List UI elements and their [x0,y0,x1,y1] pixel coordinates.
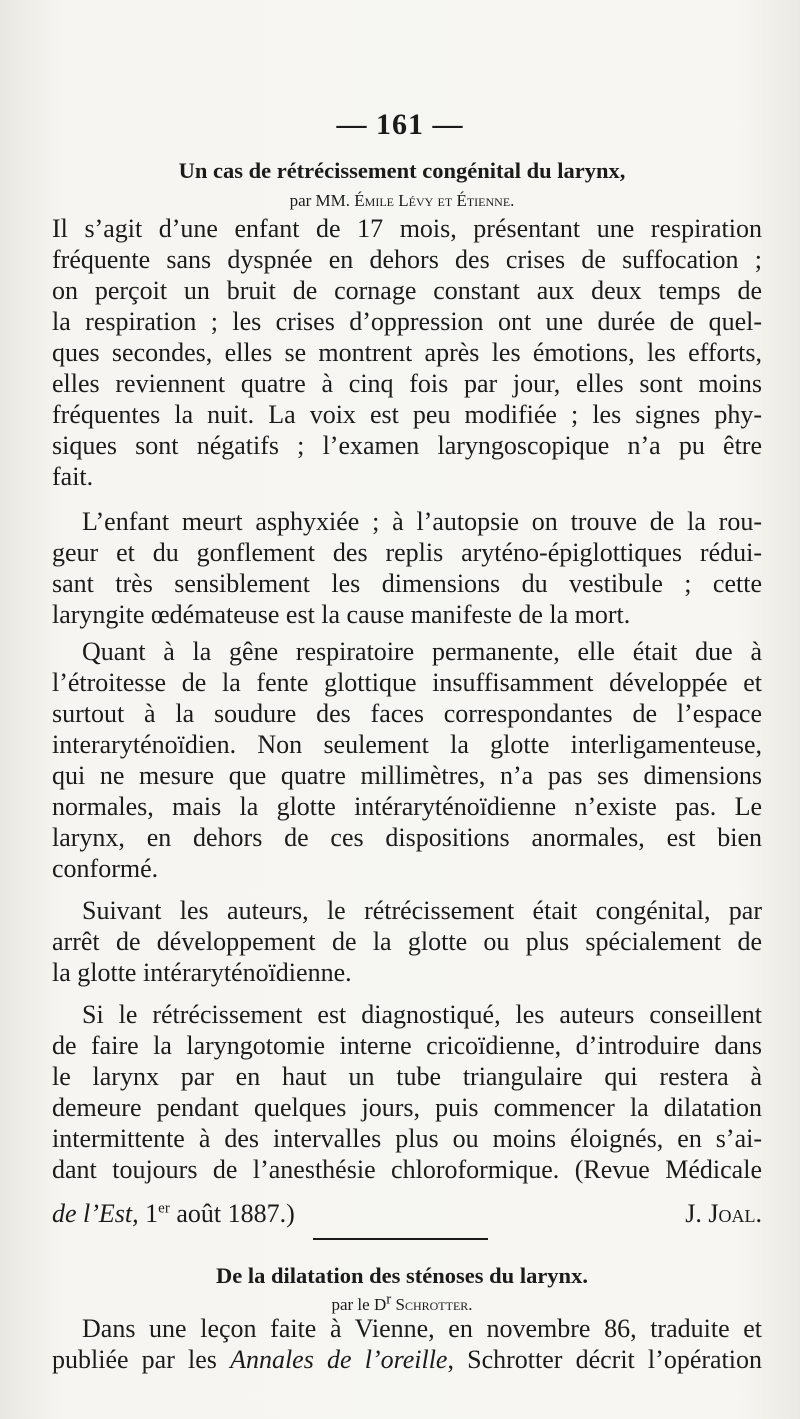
body-line: sant très sensiblement les dimensions du vestibule ; cette [52,569,762,598]
body-line: ques secondes, elles se montrent après les émotions, les efforts, [52,338,762,367]
section-divider [313,1238,488,1240]
body-line: la respiration ; les crises d’oppression ont une durée de quel- [52,307,762,336]
journal-name: Annales de l’oreille [230,1345,448,1374]
body-line: l’étroitesse de la fente glottique insuffisamment développée et [52,668,762,697]
body-line-with-journal [52,1345,762,1376]
citation-end [52,1199,295,1229]
citation-date: août 1887.) [176,1199,295,1228]
body-line: Quant à la gêne respiratoire permanente, elle était due à [82,637,762,666]
body-line: fait. [52,462,94,491]
body-line: la glotte intéraryténoïdienne. [52,958,352,987]
body-line: laryngite œdémateuse est la cause manifeste de la mort. [52,600,631,629]
body-line: surtout à la soudure des faces correspondantes de l’espace [52,699,762,728]
citation-text: dant toujours de l’anesthésie chloroformique. (Revue Médicale [52,1155,762,1184]
body-line: on perçoit un bruit de cornage constant aux deux temps de [52,276,762,305]
body-line: Il s’agit d’une enfant de 17 mois, présentant une respiration [52,214,762,243]
citation-day-suffix: er [158,1200,170,1217]
body-line: Suivant les auteurs, le rétrécissement était congénital, par [82,896,762,925]
byline-authors: Émile Lévy et Étienne. [354,191,515,210]
body-line: larynx, en dehors de ces dispositions anormales, est bien [52,823,762,852]
byline-author: Schrotter. [395,1295,473,1314]
body-line: de faire la laryngotomie interne cricoïdienne, d’introduire dans [52,1031,762,1060]
article-title: Un cas de rétrécissement congénital du larynx, [178,158,626,183]
byline-prefix: par MM. [289,191,351,210]
line-end: , Schrotter décrit l’opération [447,1345,762,1374]
signature: J. Joal. [685,1199,762,1228]
body-line: fréquentes la nuit. La voix est peu modifiée ; les signes phy- [52,400,762,429]
body-line: le larynx par en haut un tube triangulaire qui restera à [52,1062,762,1091]
body-line: siques sont négatifs ; l’examen laryngoscopique n’a pu être [52,431,762,460]
article-title: De la dilatation des sténoses du larynx. [216,1263,588,1288]
journal-name: de l’Est, [52,1199,139,1228]
article-byline [52,190,752,212]
body-line: fréquente sans dyspnée en dehors des crises de suffocation ; [52,245,762,274]
body-line: demeure pendant quelques jours, puis commencer la dilatation [52,1093,762,1122]
byline-title-suffix: r [386,1291,392,1308]
article-byline [52,1291,752,1316]
body-line: Dans une leçon faite à Vienne, en novembre 86, traduite et [82,1314,762,1343]
body-line: elles reviennent quatre à cinq fois par jour, elles sont moins [52,369,762,398]
body-line: arrêt de développement de la glotte ou plus spécialement de [52,927,762,956]
body-line: qui ne mesure que quatre millimètres, n’a pas ses dimensions [52,761,762,790]
body-line: interaryténoïdien. Non seulement la glotte interligamenteuse, [52,730,762,759]
page-number: — 161 — [336,108,464,141]
body-line: geur et du gonflement des replis aryténo-épiglottiques rédui- [52,538,762,567]
body-line: conformé. [52,854,159,883]
body-line: L’enfant meurt asphyxiée ; à l’autopsie on trouve de la rou- [82,507,762,536]
body-line-citation-start [52,1155,762,1186]
body-line: intermittente à des intervalles plus ou moins éloignés, en s’ai- [52,1124,762,1153]
byline-prefix: par le D [331,1295,387,1314]
body-line: normales, mais la glotte intéraryténoïdienne n’existe pas. Le [52,792,762,821]
line-start: publiée par les [52,1345,217,1374]
body-line: Si le rétrécissement est diagnostiqué, les auteurs conseillent [82,1000,762,1029]
citation-day: 1 [145,1199,159,1228]
